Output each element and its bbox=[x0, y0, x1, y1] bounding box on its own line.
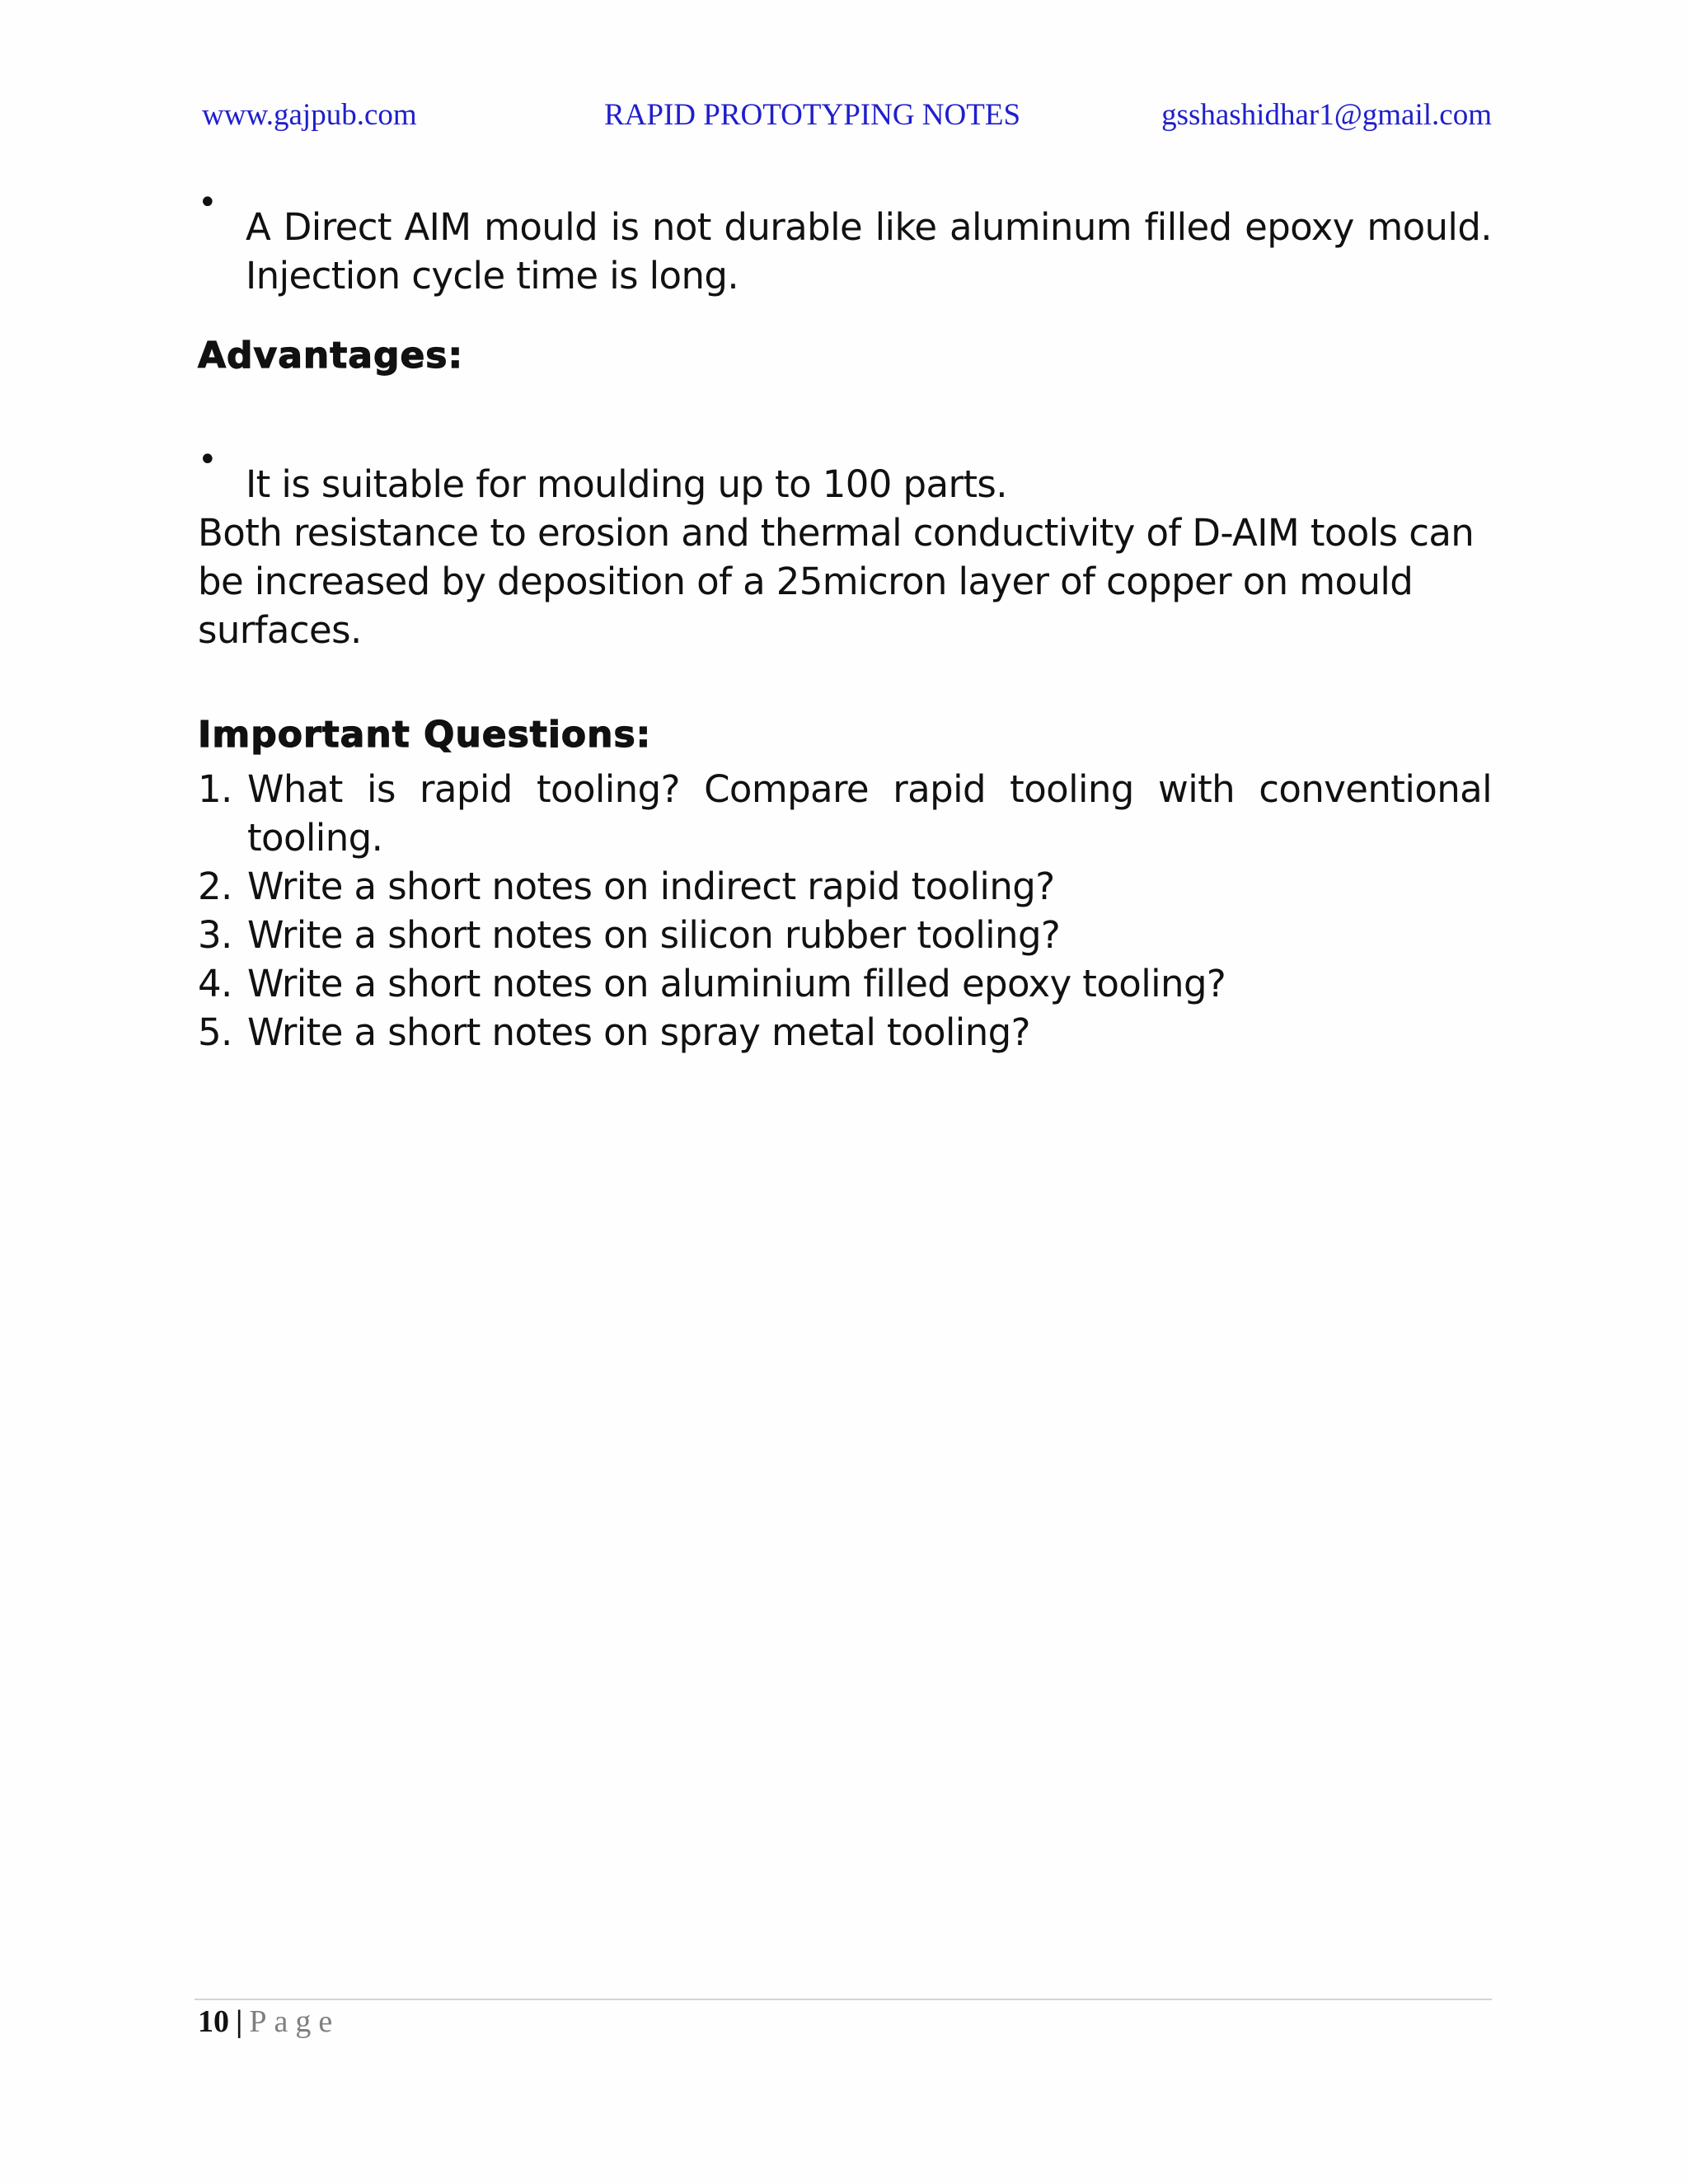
page-content bbox=[198, 184, 1492, 1057]
question-number: 4. bbox=[198, 962, 232, 1005]
question-text: Write a short notes on spray metal tooling? bbox=[247, 1010, 1030, 1054]
bullet-item bbox=[198, 184, 1492, 300]
header-email-link[interactable]: gsshashidhar1@gmail.com bbox=[1161, 98, 1492, 132]
questions-heading: Important Questions: bbox=[198, 714, 652, 756]
paragraph-text: Both resistance to erosion and thermal conductivity of D-AIM tools can be increased by deposition of a 25micron layer of copper on mould surfaces. bbox=[198, 511, 1475, 652]
bullet-text: It is suitable for moulding up to 100 parts. bbox=[246, 462, 1007, 506]
question-text: Write a short notes on aluminium filled epoxy tooling? bbox=[247, 962, 1226, 1005]
advantages-heading: Advantages: bbox=[198, 335, 464, 377]
page-header bbox=[202, 97, 1492, 138]
question-number: 1. bbox=[198, 767, 232, 811]
question-item bbox=[198, 911, 1492, 959]
question-item bbox=[198, 959, 1492, 1008]
page-label: Page bbox=[249, 2004, 340, 2039]
questions-list bbox=[198, 765, 1492, 1057]
question-text: Write a short notes on indirect rapid tooling? bbox=[247, 865, 1055, 908]
question-item bbox=[198, 765, 1492, 862]
question-item bbox=[198, 862, 1492, 911]
page-number: 10 bbox=[198, 2004, 229, 2039]
question-text: Write a short notes on silicon rubber tooling? bbox=[247, 913, 1061, 957]
header-title: RAPID PROTOTYPING NOTES bbox=[604, 98, 1021, 132]
question-number: 5. bbox=[198, 1010, 232, 1054]
bullet-text: A Direct AIM mould is not durable like aluminum filled epoxy mould. Injection cycle time is long. bbox=[246, 205, 1492, 298]
bullet-icon: • bbox=[198, 184, 217, 222]
question-item bbox=[198, 1008, 1492, 1057]
bullet-item bbox=[198, 441, 1492, 509]
header-website-link[interactable]: www.gajpub.com bbox=[202, 98, 417, 132]
question-number: 2. bbox=[198, 865, 232, 908]
page-footer bbox=[198, 2001, 340, 2042]
footer-separator: | bbox=[236, 2004, 243, 2039]
question-text: What is rapid tooling? Compare rapid tooling with conventional tooling. bbox=[247, 767, 1492, 860]
footer-divider bbox=[195, 1999, 1492, 2000]
bullet-icon: • bbox=[198, 441, 217, 479]
question-number: 3. bbox=[198, 913, 232, 957]
